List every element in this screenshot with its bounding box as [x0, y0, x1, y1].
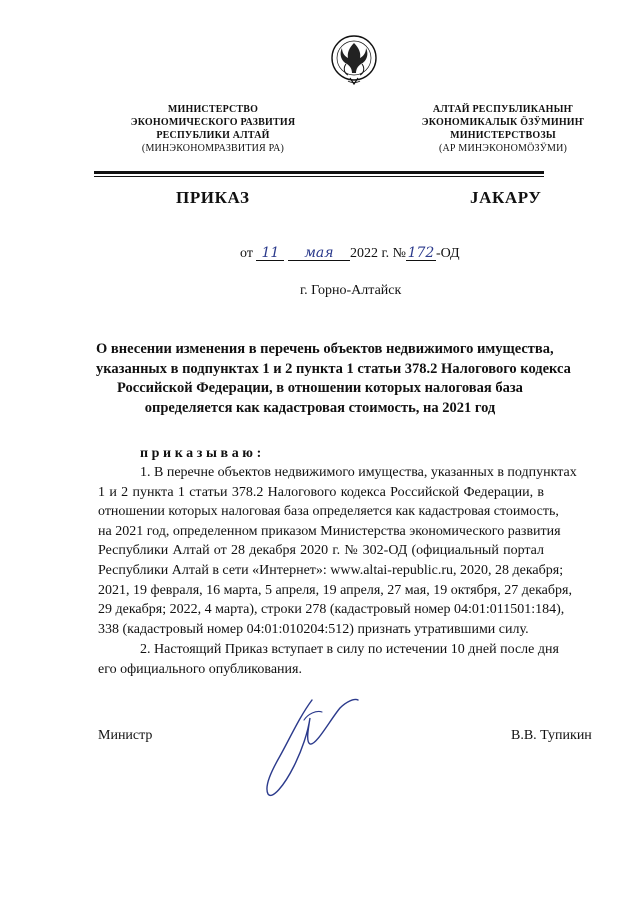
handwritten-signature-icon — [250, 694, 360, 804]
paragraph-line: на 2021 год, определенном приказом Министерства экономического развития — [98, 523, 561, 539]
header-divider-thick — [94, 171, 544, 174]
order-number: 172 — [407, 245, 435, 261]
order-title-altai: JАКАРУ — [470, 188, 542, 207]
city-name: г. Горно-Алтайск — [300, 283, 402, 298]
heading-line: указанных в подпунктах 1 и 2 пункта 1 статьи 378.2 Налогового кодекса — [96, 360, 571, 377]
ministry-name-russian — [98, 103, 328, 155]
order-date-line — [240, 246, 460, 262]
header-right-line: ЭКОНОМИКАЛЫК ÖЗӰМИНИҤ — [421, 117, 585, 128]
order-title-russian: ПРИКАЗ — [176, 188, 250, 207]
signatory-name: В.В. Тупикин — [511, 728, 592, 743]
paragraph-line: Республики Алтай в сети «Интернет»: www.altai-republic.ru, 2020, 28 декабря; — [98, 562, 564, 578]
date-year: 2022 г. № — [349, 246, 406, 261]
header-left-line: (МИНЭКОНОМРАЗВИТИЯ РА) — [141, 143, 285, 154]
paragraph-line: 338 (кадастровый номер 04:01:010204:512) признать утратившими силу. — [98, 621, 529, 637]
date-day: 11 — [256, 246, 284, 261]
header-left-line: ЭКОНОМИЧЕСКОГО РАЗВИТИЯ — [130, 117, 296, 128]
heading-line: определяется как кадастровая стоимость, на 2021 год — [144, 399, 496, 416]
signatory-role: Министр — [98, 728, 153, 743]
header-right-line: МИНИСТЕРСТВОЗЫ — [450, 130, 556, 141]
paragraph-line: 29 декабря; 2022, 4 марта), строки 278 (кадастровый номер 04:01:011501:184), — [98, 602, 565, 618]
paragraph-line: 1. В перечне объектов недвижимого имущества, указанных в подпунктах — [140, 465, 577, 480]
decree-word: приказываю: — [140, 446, 265, 461]
coat-of-arms-icon — [330, 34, 378, 88]
header-left-line: РЕСПУБЛИКИ АЛТАЙ — [156, 130, 270, 141]
header-divider-thin — [94, 176, 544, 177]
date-month: мая — [288, 246, 350, 261]
date-prefix: от — [240, 246, 253, 261]
order-subject-heading — [96, 340, 571, 418]
heading-line: О внесении изменения в перечень объектов недвижимого имущества, — [96, 341, 554, 357]
header-right-line: АЛТАЙ РЕСПУБЛИКАНЫҤ — [432, 104, 574, 115]
order-number-suffix: -ОД — [435, 246, 460, 261]
paragraph-line: отношении которых налоговая база определяется как кадастровая стоимость, — [98, 504, 559, 520]
paragraph-2 — [98, 640, 559, 679]
paragraph-line: его официального опубликования. — [98, 661, 302, 677]
header-left-line: МИНИСТЕРСТВО — [167, 104, 259, 115]
heading-line: Российской Федерации, в отношении которых налоговая база — [117, 380, 523, 396]
paragraph-line: 2021, 19 февраля, 16 марта, 5 апреля, 19 апреля, 27 мая, 19 октября, 27 декабря, — [98, 582, 572, 598]
paragraph-line: 1 и 2 пункта 1 статьи 378.2 Налогового кодекса Российской Федерации, в — [98, 484, 544, 500]
paragraph-1 — [98, 463, 577, 639]
paragraph-line: 2. Настоящий Приказ вступает в силу по истечении 10 дней после дня — [140, 642, 559, 657]
paragraph-line: Республики Алтай от 28 декабря 2020 г. № 302-ОД (официальный портал — [98, 543, 544, 559]
ministry-name-altai — [388, 103, 618, 155]
header-right-line: (АР МИНЭКОНОМÖЗӰМИ) — [438, 143, 568, 154]
